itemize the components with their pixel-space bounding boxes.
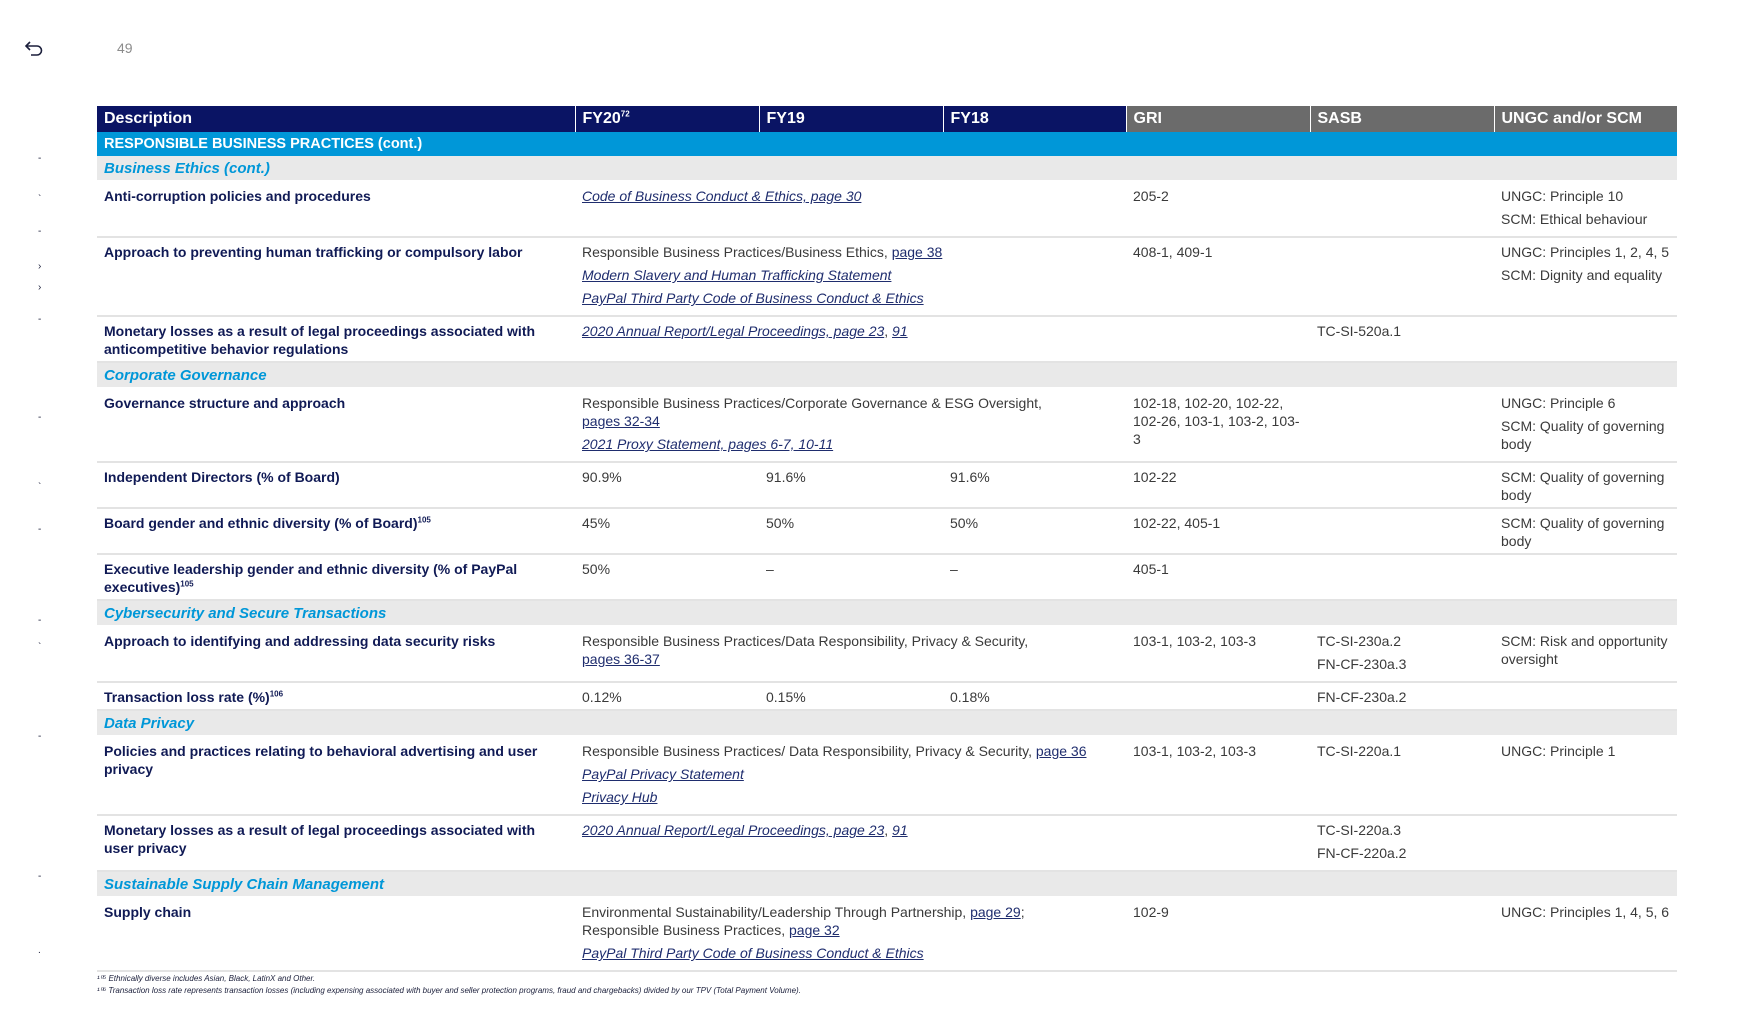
row-sasb — [1310, 897, 1494, 971]
row-gri: 205-2 — [1126, 181, 1310, 237]
row-reference: Responsible Business Practices/Corporate Governance & ESG Oversight, pages 32-34 2021 Proxy Statement, pages 6-7, 10-11 — [575, 388, 1126, 462]
row-gri: 103-1, 103-2, 103-3 — [1126, 626, 1310, 682]
table-row — [97, 462, 1677, 508]
row-reference: Responsible Business Practices/ Data Responsibility, Privacy & Security, page 36 PayPal Privacy Statement Privacy Hub — [575, 736, 1126, 815]
privacy-hub-link[interactable]: Privacy Hub — [582, 789, 658, 805]
row-fy18: 0.18% — [943, 682, 1126, 710]
row-gri: 102-9 — [1126, 897, 1310, 971]
table-row — [97, 388, 1677, 462]
subsection-row — [97, 600, 1677, 626]
row-sasb — [1310, 462, 1494, 508]
table-row — [97, 508, 1677, 554]
table-row — [97, 736, 1677, 815]
modern-slavery-link[interactable]: Modern Slavery and Human Trafficking Statement — [582, 267, 892, 283]
row-fy18: 91.6% — [943, 462, 1126, 508]
subsection-corporate-governance: Corporate Governance — [97, 362, 1677, 388]
row-sasb — [1310, 388, 1494, 462]
row-ungc: SCM: Quality of governing body — [1494, 462, 1677, 508]
row-sasb: FN-CF-230a.2 — [1310, 682, 1494, 710]
row-description: Governance structure and approach — [97, 388, 575, 462]
row-ungc: UNGC: Principles 1, 4, 5, 6 — [1494, 897, 1677, 971]
footnote-106: ¹⁰⁶ Transaction loss rate represents transaction losses (including expensing associated with buyer and seller protection programs, fraud and chargebacks) divided by our TPV (Total Payment Volume). — [97, 986, 801, 995]
row-reference: Responsible Business Practices/Data Responsibility, Privacy & Security, pages 36-37 — [575, 626, 1126, 682]
row-sasb: TC-SI-230a.2 FN-CF-230a.3 — [1310, 626, 1494, 682]
pages-36-37-link[interactable]: pages 36-37 — [582, 651, 660, 667]
row-ungc: SCM: Risk and opportunity oversight — [1494, 626, 1677, 682]
row-description: Transaction loss rate (%)$^{106}$ — [97, 682, 575, 710]
row-sasb — [1310, 181, 1494, 237]
row-fy19: 0.15% — [759, 682, 943, 710]
row-ungc — [1494, 815, 1677, 871]
row-sasb — [1310, 554, 1494, 600]
row-gri: 102-18, 102-20, 102-22, 102-26, 103-1, 103-2, 103-3 — [1126, 388, 1310, 462]
row-fy20: 45% — [575, 508, 759, 554]
row-reference: Responsible Business Practices/Business Ethics, page 38 Modern Slavery and Human Trafficking Statement PayPal Third Party Code of Business Conduct & Ethics — [575, 237, 1126, 316]
row-reference: Environmental Sustainability/Leadership Through Partnership, page 29; Responsible Business Practices, page 32 PayPal Third Party Code of Business Conduct & Ethics — [575, 897, 1126, 971]
row-sasb: TC-SI-520a.1 — [1310, 316, 1494, 362]
footnote-105: ¹⁰⁵ Ethnically diverse includes Asian, Black, LatinX and Other. — [97, 974, 316, 983]
annual-report-page-91-link[interactable]: 91 — [892, 822, 908, 838]
side-tick-marks: - ` - › › - - ` - - ` - - . — [38, 153, 42, 956]
page-36-link[interactable]: page 36 — [1035, 743, 1087, 759]
row-description: Monetary losses as a result of legal proceedings associated with anticompetitive behavior regulations — [97, 316, 575, 362]
table-row — [97, 554, 1677, 600]
row-description: Anti-corruption policies and procedures — [97, 181, 575, 237]
row-fy19: – — [759, 554, 943, 600]
subsection-data-privacy: Data Privacy — [97, 710, 1677, 736]
subsection-row — [97, 871, 1677, 897]
subsection-row — [97, 710, 1677, 736]
third-party-code-link[interactable]: PayPal Third Party Code of Business Conduct & Ethics — [582, 945, 924, 961]
row-description: Approach to identifying and addressing data security risks — [97, 626, 575, 682]
table-row — [97, 897, 1677, 971]
row-fy19: 91.6% — [759, 462, 943, 508]
row-gri: 408-1, 409-1 — [1126, 237, 1310, 316]
row-fy20: 90.9% — [575, 462, 759, 508]
page-29-link[interactable]: page 29 — [970, 904, 1021, 920]
row-gri — [1126, 316, 1310, 362]
row-fy18: 50% — [943, 508, 1126, 554]
subsection-business-ethics: Business Ethics (cont.) — [97, 156, 1677, 181]
row-sasb — [1310, 237, 1494, 316]
row-description: Supply chain — [97, 897, 575, 971]
gri-index-table — [97, 106, 1678, 972]
row-ungc — [1494, 682, 1677, 710]
row-gri: 102-22 — [1126, 462, 1310, 508]
table-row — [97, 626, 1677, 682]
page-number: 49 — [117, 40, 133, 56]
row-sasb: TC-SI-220a.1 — [1310, 736, 1494, 815]
row-sasb: TC-SI-220a.3 FN-CF-220a.2 — [1310, 815, 1494, 871]
table-row — [97, 181, 1677, 237]
table-row — [97, 316, 1677, 362]
row-reference: 2020 Annual Report/Legal Proceedings, page 23, 91 — [575, 815, 1126, 871]
row-description: Independent Directors (% of Board) — [97, 462, 575, 508]
section-title: RESPONSIBLE BUSINESS PRACTICES (cont.) — [97, 132, 1677, 156]
row-gri: 102-22, 405-1 — [1126, 508, 1310, 554]
row-fy18: – — [943, 554, 1126, 600]
proxy-statement-link[interactable]: 2021 Proxy Statement, pages 6-7, 10-11 — [582, 436, 834, 452]
table-row — [97, 682, 1677, 710]
table-header-row — [97, 106, 1677, 132]
row-reference — [575, 181, 1126, 237]
row-ungc: UNGC: Principle 6 SCM: Quality of governing body — [1494, 388, 1677, 462]
row-description: Policies and practices relating to behavioral advertising and user privacy — [97, 736, 575, 815]
row-description: Approach to preventing human trafficking or compulsory labor — [97, 237, 575, 316]
row-reference: 2020 Annual Report/Legal Proceedings, page 23, 91 — [575, 316, 1126, 362]
subsection-row — [97, 156, 1677, 181]
row-description: Board gender and ethnic diversity (% of Board)$^{105}$ — [97, 508, 575, 554]
footnotes — [97, 973, 801, 997]
row-fy20: 50% — [575, 554, 759, 600]
row-gri: 103-1, 103-2, 103-3 — [1126, 736, 1310, 815]
row-ungc: UNGC: Principle 10 SCM: Ethical behaviour — [1494, 181, 1677, 237]
row-ungc: SCM: Quality of governing body — [1494, 508, 1677, 554]
row-ungc: UNGC: Principles 1, 2, 4, 5 SCM: Dignity and equality — [1494, 237, 1677, 316]
row-sasb — [1310, 508, 1494, 554]
header-sasb: SASB — [1310, 106, 1494, 132]
row-ungc — [1494, 316, 1677, 362]
row-description: Executive leadership gender and ethnic diversity (% of PayPal executives)$^{105}$ — [97, 554, 575, 600]
row-description: Monetary losses as a result of legal proceedings associated with user privacy — [97, 815, 575, 871]
row-fy19: 50% — [759, 508, 943, 554]
table-row — [97, 237, 1677, 316]
row-gri — [1126, 815, 1310, 871]
annual-report-link[interactable]: 2020 Annual Report/Legal Proceedings, page 23 — [582, 822, 885, 838]
code-of-conduct-link[interactable]: Code of Business Conduct & Ethics, page 30 — [582, 188, 862, 204]
section-row — [97, 132, 1677, 156]
header-fy18: FY18 — [943, 106, 1126, 132]
header-gri: GRI — [1126, 106, 1310, 132]
subsection-cybersecurity: Cybersecurity and Secure Transactions — [97, 600, 1677, 626]
annual-report-link[interactable]: 2020 Annual Report/Legal Proceedings, page 23 — [582, 323, 885, 339]
page-32-link[interactable]: page 32 — [789, 922, 840, 938]
row-fy20: 0.12% — [575, 682, 759, 710]
privacy-statement-link[interactable]: PayPal Privacy Statement — [582, 766, 744, 782]
page-38-link[interactable]: page 38 — [891, 244, 943, 260]
header-ungc: UNGC and/or SCM — [1494, 106, 1677, 132]
row-gri: 405-1 — [1126, 554, 1310, 600]
row-ungc — [1494, 554, 1677, 600]
row-gri — [1126, 682, 1310, 710]
third-party-code-link[interactable]: PayPal Third Party Code of Business Conduct & Ethics — [582, 290, 924, 306]
table-row — [97, 815, 1677, 871]
header-fy19: FY19 — [759, 106, 943, 132]
annual-report-page-91-link[interactable]: 91 — [892, 323, 908, 339]
pages-32-34-link[interactable]: pages 32-34 — [582, 413, 660, 429]
header-fy20: $FY20^{72}$ — [575, 106, 759, 132]
header-description: Description — [97, 106, 575, 132]
subsection-supply-chain: Sustainable Supply Chain Management — [97, 871, 1677, 897]
subsection-row — [97, 362, 1677, 388]
row-ungc: UNGC: Principle 1 — [1494, 736, 1677, 815]
